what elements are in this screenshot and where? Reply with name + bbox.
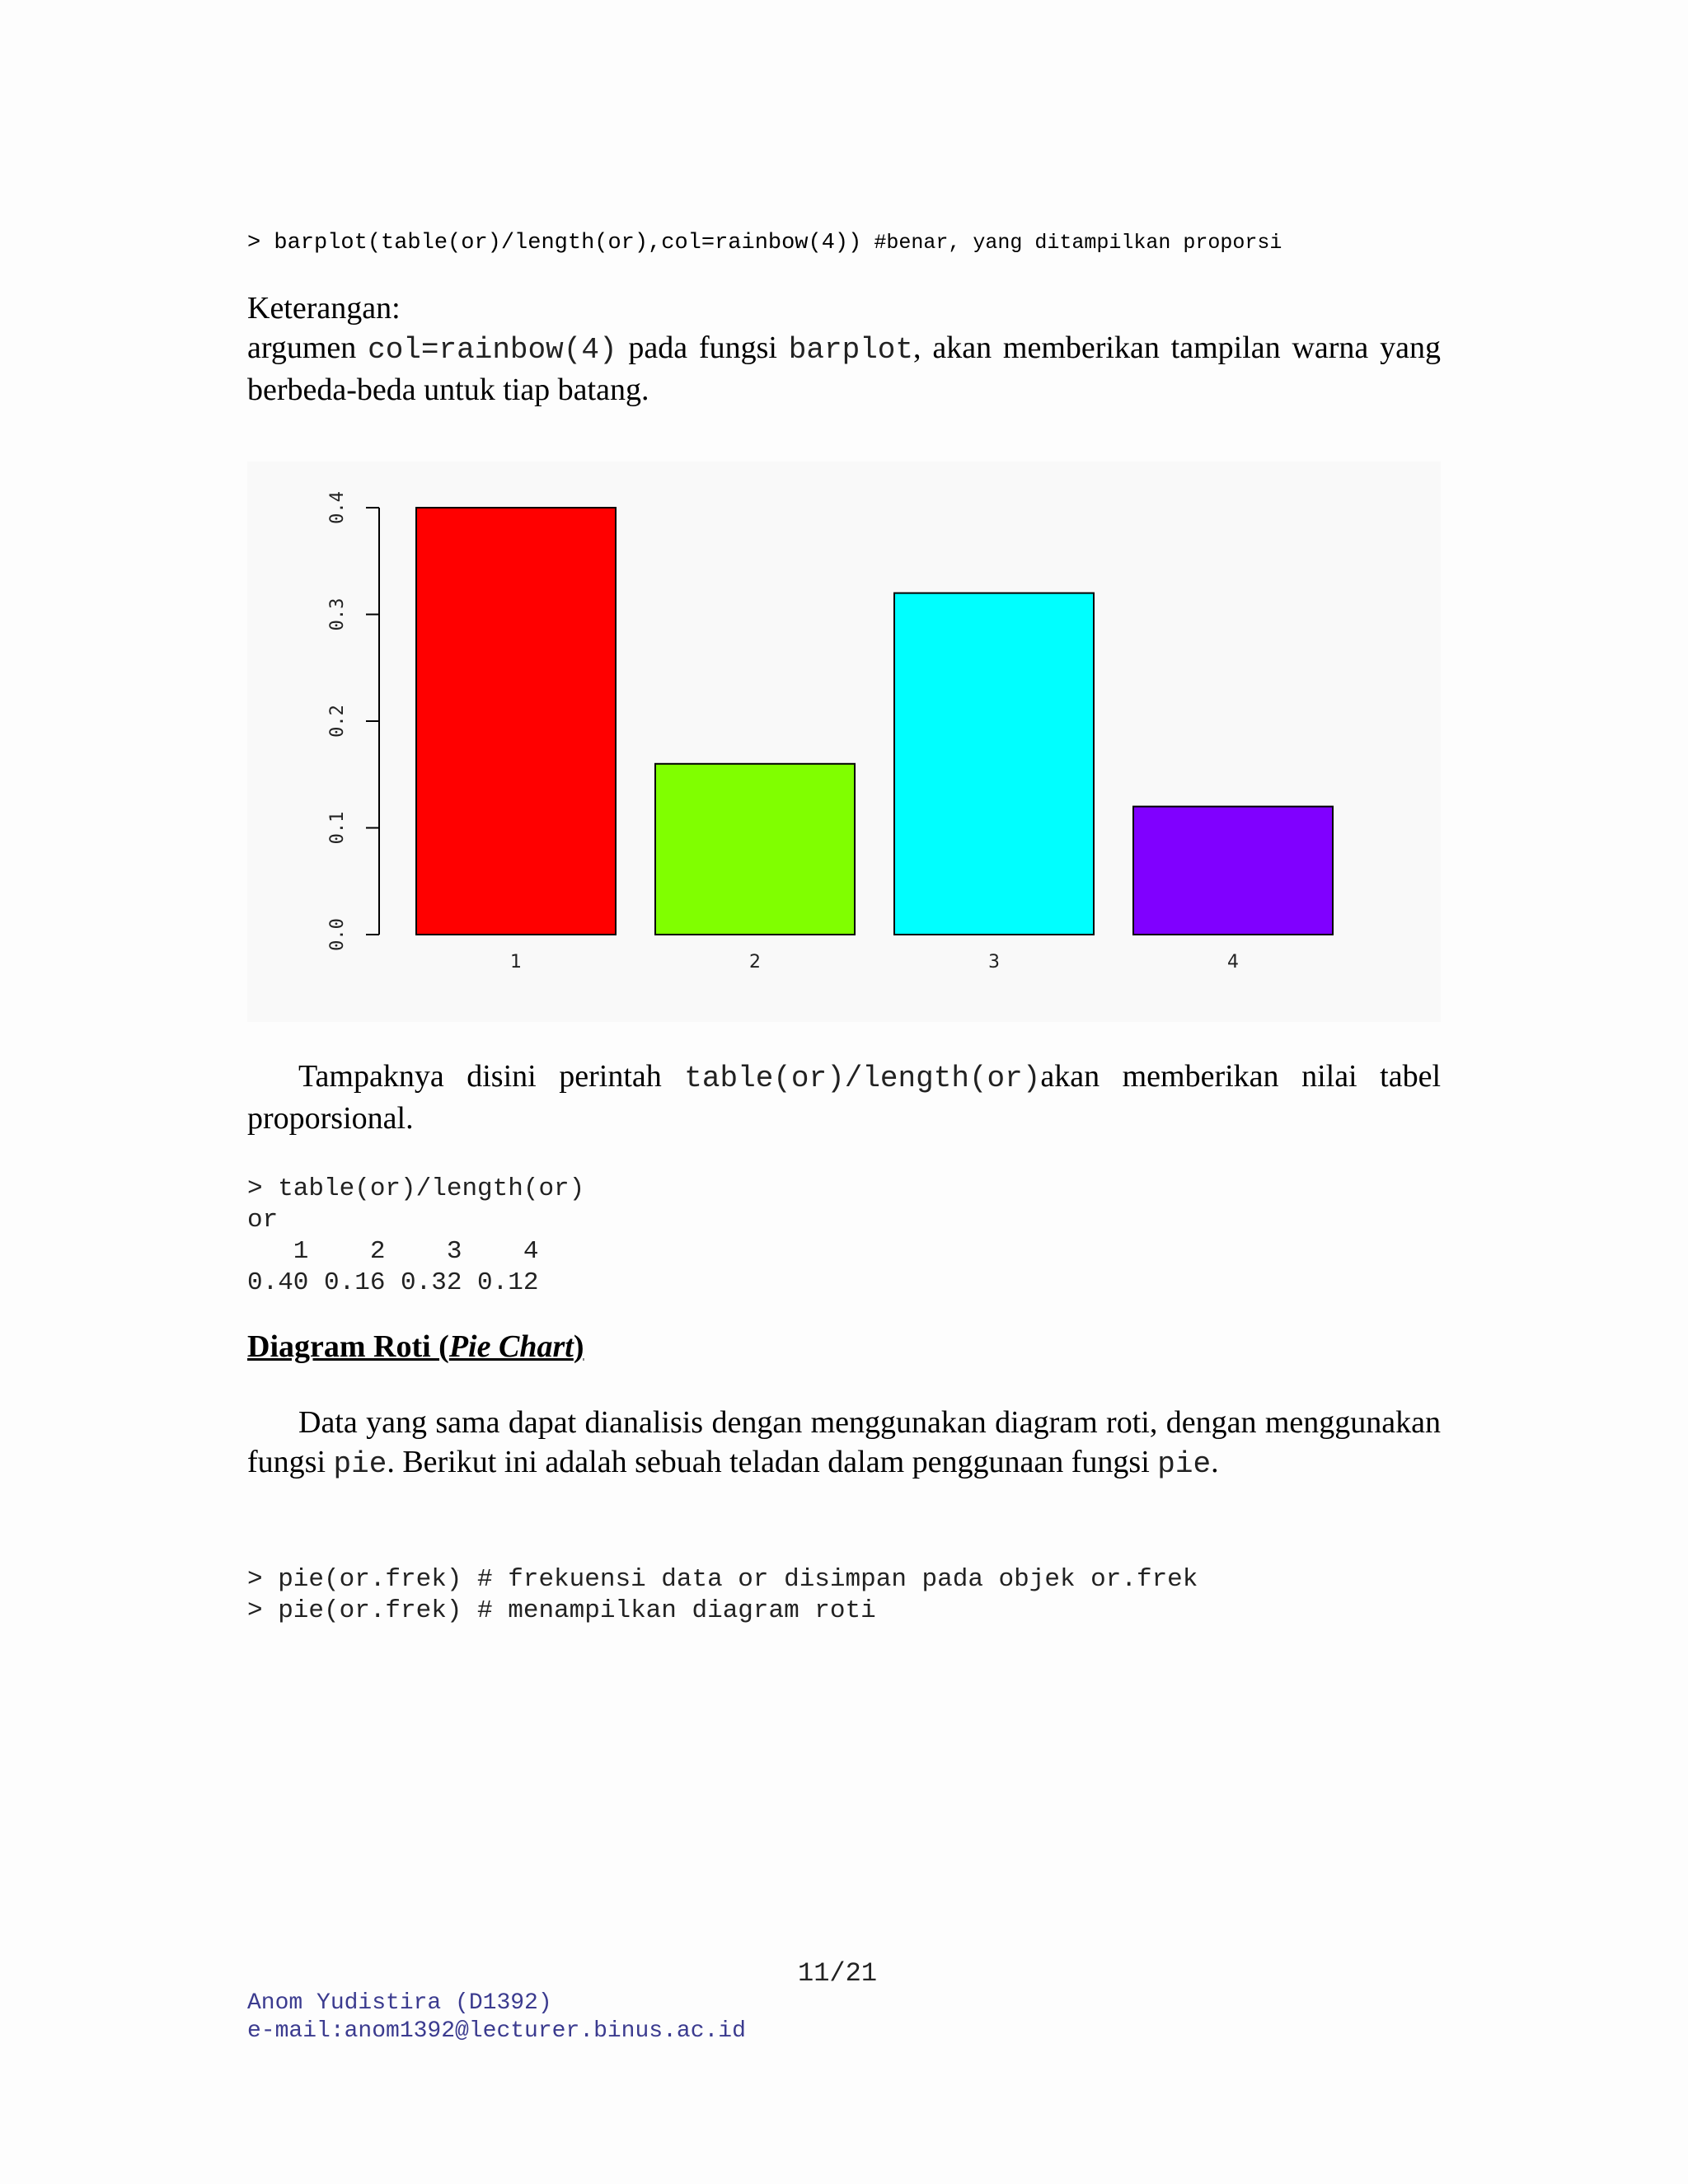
bar-4 [1133,807,1333,935]
y-tick-label-0: 0.0 [327,918,348,951]
x-tick-label-4: 4 [1227,952,1239,972]
keterangan-block [247,288,1441,410]
paragraph-pie [247,1403,1441,1484]
keterangan-text-1: argumen [247,330,368,365]
barplot-command [247,231,1282,255]
x-tick-label-3: 3 [988,952,1000,972]
barplot-chart [247,462,1441,1022]
keterangan-text-3: , akan memberikan tampilan warna yang berbeda-beda untuk tiap batang. [247,330,1441,407]
keterangan-text [247,328,1441,410]
barplot-command-comment: #benar, yang ditampilkan proporsi [861,231,1282,255]
page-number: 11/21 [798,1958,878,1989]
pie-command-block: > pie(or.frek) # frekuensi data or disimpan pada objek or.frek > pie(or.frek) # menampilkan diagram roti [247,1565,1198,1625]
keterangan-code-2: barplot [788,333,914,367]
para2-code: table(or)/length(or) [684,1062,1041,1095]
para3-text-1: Data yang sama dapat dianalisis dengan menggunakan diagram roti, dengan menggunakan fungsi [247,1405,1441,1479]
author-name: Anom Yudistira (D1392) [247,1990,552,2016]
para2-text-1: Tampaknya disini perintah [298,1059,685,1094]
bar-2 [655,764,855,935]
x-tick-label-2: 2 [749,952,761,972]
author-email: e-mail:anom1392@lecturer.binus.ac.id [247,2018,746,2044]
paragraph-proporsional [247,1057,1441,1138]
bar-3 [894,593,1094,935]
y-tick-label-2: 0.2 [327,705,348,738]
para3-text-2: . Berikut ini adalah sebuah teladan dalam penggunaan fungsi [387,1445,1158,1479]
para3-code-2: pie [1157,1447,1212,1481]
para3-text-3: . [1211,1445,1219,1479]
heading-main: Diagram Roti ( [247,1329,449,1364]
y-tick-label-3: 0.3 [327,598,348,631]
para2-text-2: akan memberikan nilai tabel proporsional. [247,1059,1441,1136]
heading-close: ) [573,1329,584,1364]
keterangan-code-1: col=rainbow(4) [368,333,617,367]
barplot-command-code: > barplot(table(or)/length(or),col=rainbow(4)) [247,231,862,255]
bar-1 [416,508,616,935]
keterangan-text-2: pada fungsi [617,330,789,365]
y-tick-label-1: 0.1 [327,811,348,845]
footer-author-block [247,1990,746,2046]
x-tick-label-1: 1 [510,952,522,972]
para3-code-1: pie [333,1447,387,1481]
y-tick-label-4: 0.4 [327,491,348,524]
heading-italic: Pie Chart [448,1329,574,1364]
section-heading [247,1329,584,1365]
table-output-block: > table(or)/length(or) or 1 2 3 4 0.40 0.16 0.32 0.12 [247,1174,585,1297]
keterangan-title: Keterangan: [247,291,401,326]
